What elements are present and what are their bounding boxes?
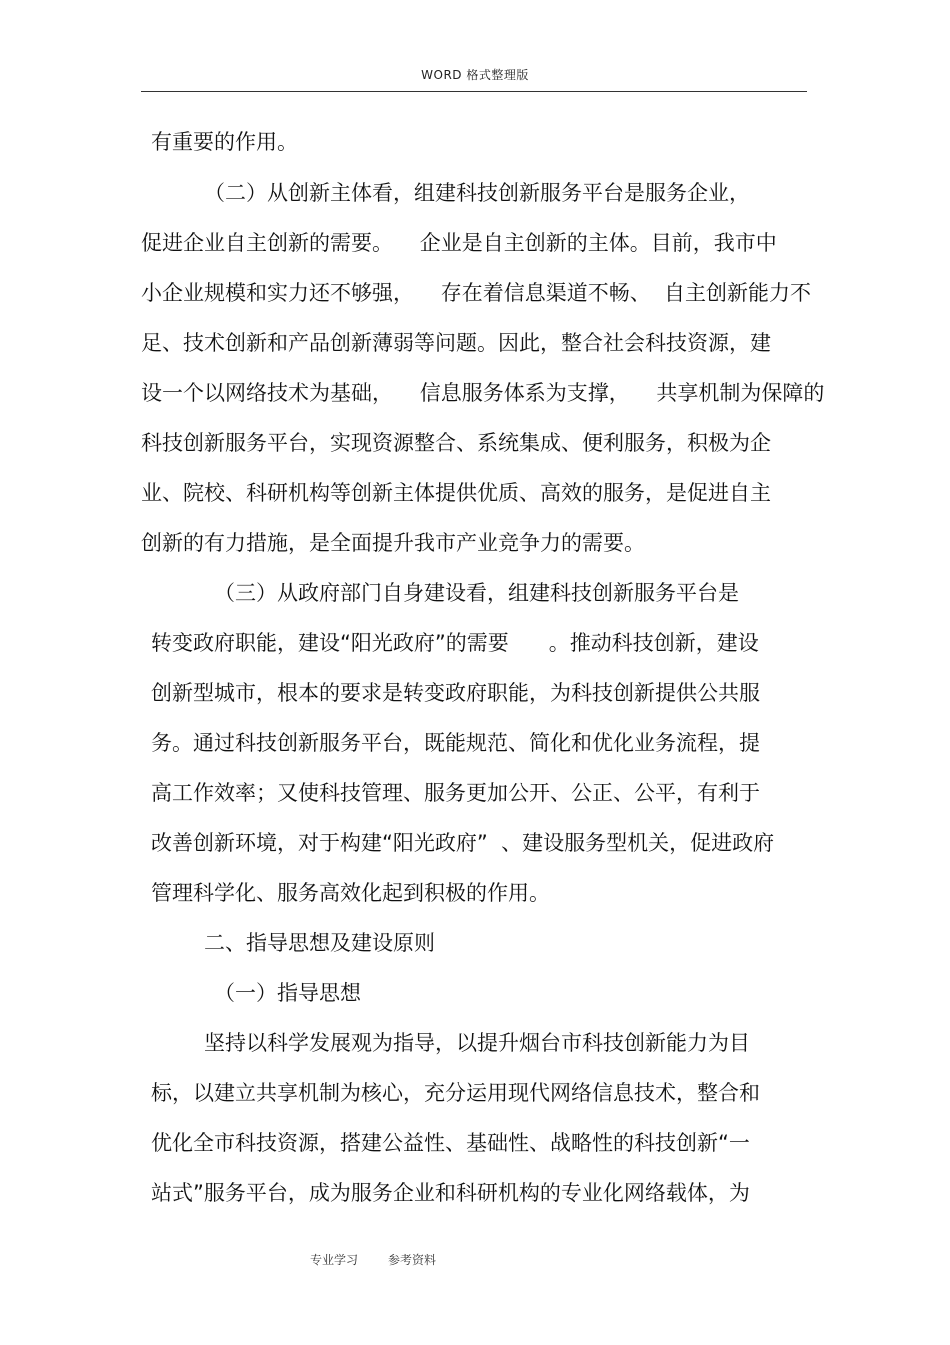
text-line: 设一个以网络技术为基础， 信息服务体系为支撑， 共享机制为保障的: [141, 381, 825, 405]
section-heading: （三）从政府部门自身建设看，组建科技创新服务平台是: [214, 581, 739, 605]
page-header: WORD 格式整理版: [421, 68, 529, 82]
text-line: 高工作效率；又使科技管理、服务更加公开、公正、公平，有利于: [151, 781, 760, 805]
text-line: 创新型城市，根本的要求是转变政府职能，为科技创新提供公共服: [151, 681, 760, 705]
text-line: 创新的有力措施，是全面提升我市产业竞争力的需要。: [141, 531, 645, 555]
chapter-heading: 二、指导思想及建设原则: [204, 931, 435, 955]
text-line: 业、院校、科研机构等创新主体提供优质、高效的服务，是促进自主: [141, 481, 771, 505]
text-line: 管理科学化、服务高效化起到积极的作用。: [151, 881, 550, 905]
text-line: 坚持以科学发展观为指导，以提升烟台市科技创新能力为目: [204, 1031, 750, 1055]
text-line: 标，以建立共享机制为核心，充分运用现代网络信息技术，整合和: [151, 1081, 760, 1105]
text-line: 优化全市科技资源，搭建公益性、基础性、战略性的科技创新“一: [151, 1131, 750, 1155]
section-heading: （一）指导思想: [214, 981, 361, 1005]
text-line: 科技创新服务平台，实现资源整合、系统集成、便利服务，积极为企: [141, 431, 771, 455]
text-line: 务。通过科技创新服务平台，既能规范、简化和优化业务流程，提: [151, 731, 760, 755]
text-line: 站式”服务平台，成为服务企业和科研机构的专业化网络载体，为: [151, 1181, 750, 1205]
text-line: 小企业规模和实力还不够强， 存在着信息渠道不畅、 自主创新能力不: [141, 281, 812, 305]
text-line: 改善创新环境，对于构建“阳光政府” 、建设服务型机关，促进政府: [151, 831, 775, 855]
footer-right: 参考资料: [388, 1253, 437, 1267]
text-line: 有重要的作用。: [151, 130, 298, 154]
text-line: 促进企业自主创新的需要。 企业是自主创新的主体。目前，我市中: [141, 231, 777, 255]
header-rule: [141, 91, 807, 92]
section-heading: （二）从创新主体看，组建科技创新服务平台是服务企业，: [204, 181, 750, 205]
footer-left: 专业学习: [310, 1253, 359, 1267]
text-line: 转变政府职能，建设“阳光政府”的需要 。推动科技创新，建设: [151, 631, 759, 655]
text-line: 足、技术创新和产品创新薄弱等问题。因此，整合社会科技资源，建: [141, 331, 771, 355]
